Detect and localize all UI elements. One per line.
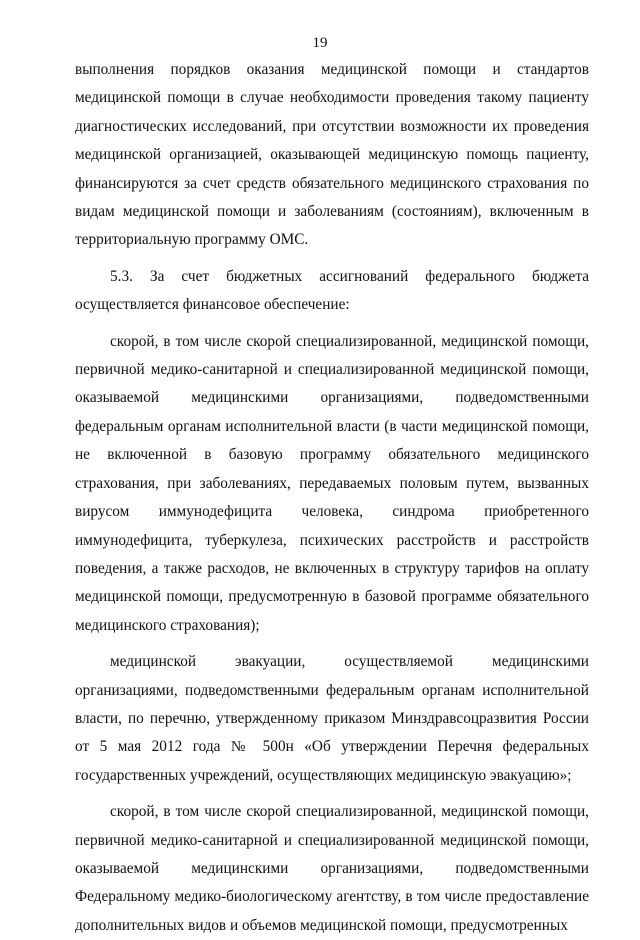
page-number: 19 (312, 35, 328, 51)
paragraph-section-5-3: 5.3. За счет бюджетных ассигнований федерального бюджета осуществляется финансовое обеспечение: (75, 267, 589, 314)
document-body (75, 56, 589, 940)
paragraph-emergency-primary-care: скорой, в том числе скорой специализированной, медицинской помощи, первичной медико-санитарной и специализированной медицинской помощи, оказываемой медицинскими организациями, подведомственными федеральным органам исполнительной власти (в части медицинской помощи, не включенной в базовую программу обязательного медицинского страхования, при заболеваниях, передаваемых половым путем, вызванных вирусом иммунодефицита человека, синдрома приобретенного иммунодефицита, туберкулеза, психических расстройств и расстройств поведения, а также расходов, не включенных в структуру тарифов на оплату медицинской помощи, предусмотренную в базовой программе обязательного медицинского страхования); (75, 332, 589, 634)
paragraph-medical-evacuation: медицинской эвакуации, осуществляемой медицинскими организациями, подведомственными федеральным органам исполнительной власти, по перечню, утвержденному приказом Минздравсоцразвития России от 5 мая 2012 года № 500н «Об утверждении Перечня федеральных государственных учреждений, осуществляющих медицинскую эвакуацию»; (75, 653, 589, 784)
paragraph-continuation: выполнения порядков оказания медицинской помощи и стандартов медицинской помощи в случае необходимости проведения такому пациенту диагностических исследований, при отсутствии возможности их проведения медицинской организацией, оказывающей медицинскую помощь пациенту, финансируются за счет средств обязательного медицинского страхования по видам медицинской помощи и заболеваниям (состояниям), включенным в территориальную программу ОМС. (75, 61, 589, 249)
paragraph-fmba-care: скорой, в том числе скорой специализированной, медицинской помощи, первичной медико-санитарной и специализированной медицинской помощи, оказываемой медицинскими организациями, подведомственными Федеральному медико-биологическому агентству, в том числе предоставление дополнительных видов и объемов медицинской помощи, предусмотренных (75, 803, 589, 934)
